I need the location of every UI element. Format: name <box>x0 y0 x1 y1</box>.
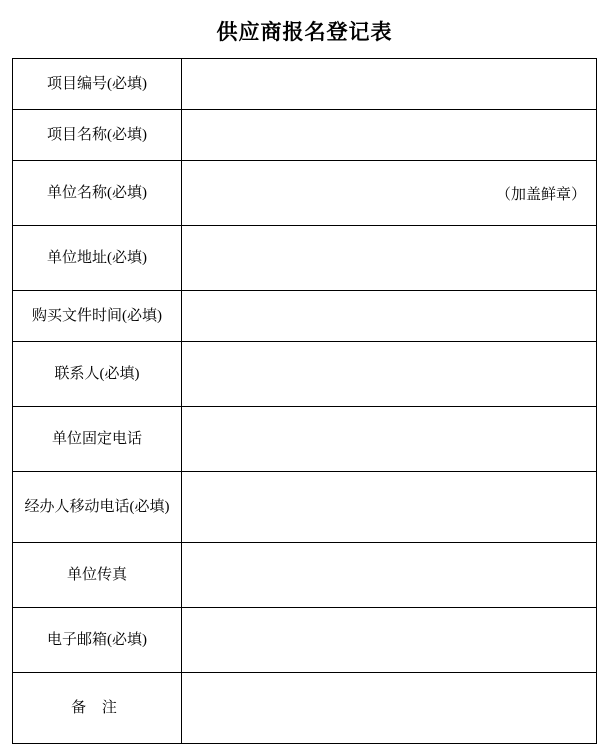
row-label-purchase-time: 购买文件时间(必填) <box>13 291 182 342</box>
table-row <box>13 59 597 110</box>
table-row <box>13 226 597 291</box>
row-label-fax: 单位传真 <box>13 543 182 608</box>
seal-note: （加盖鲜章） <box>495 186 586 203</box>
page-title: 供应商报名登记表 <box>216 20 393 44</box>
table-row <box>13 407 597 472</box>
table-row <box>13 110 597 161</box>
row-value-company-name[interactable] <box>182 161 597 226</box>
row-value-project-number[interactable] <box>182 59 597 110</box>
row-label-company-address: 单位地址(必填) <box>13 226 182 291</box>
row-value-project-name[interactable] <box>182 110 597 161</box>
row-value-fax[interactable] <box>182 543 597 608</box>
supplier-registration-table <box>12 58 597 744</box>
table-row <box>13 543 597 608</box>
row-label-company-name: 单位名称(必填) <box>13 161 182 226</box>
row-label-project-number: 项目编号(必填) <box>13 59 182 110</box>
row-value-remarks[interactable] <box>182 673 597 744</box>
row-label-email: 电子邮箱(必填) <box>13 608 182 673</box>
row-label-mobile-phone: 经办人移动电话(必填) <box>13 472 182 543</box>
table-row <box>13 673 597 744</box>
row-label-remarks: 备 注 <box>13 673 182 744</box>
row-label-contact-person: 联系人(必填) <box>13 342 182 407</box>
row-value-landline[interactable] <box>182 407 597 472</box>
table-row <box>13 608 597 673</box>
table-row <box>13 342 597 407</box>
row-value-company-address[interactable] <box>182 226 597 291</box>
table-row <box>13 291 597 342</box>
row-value-purchase-time[interactable] <box>182 291 597 342</box>
row-label-landline: 单位固定电话 <box>13 407 182 472</box>
row-value-mobile-phone[interactable] <box>182 472 597 543</box>
row-value-email[interactable] <box>182 608 597 673</box>
row-label-project-name: 项目名称(必填) <box>13 110 182 161</box>
table-row <box>13 161 597 226</box>
table-row <box>13 472 597 543</box>
table-body <box>13 59 597 744</box>
row-value-contact-person[interactable] <box>182 342 597 407</box>
